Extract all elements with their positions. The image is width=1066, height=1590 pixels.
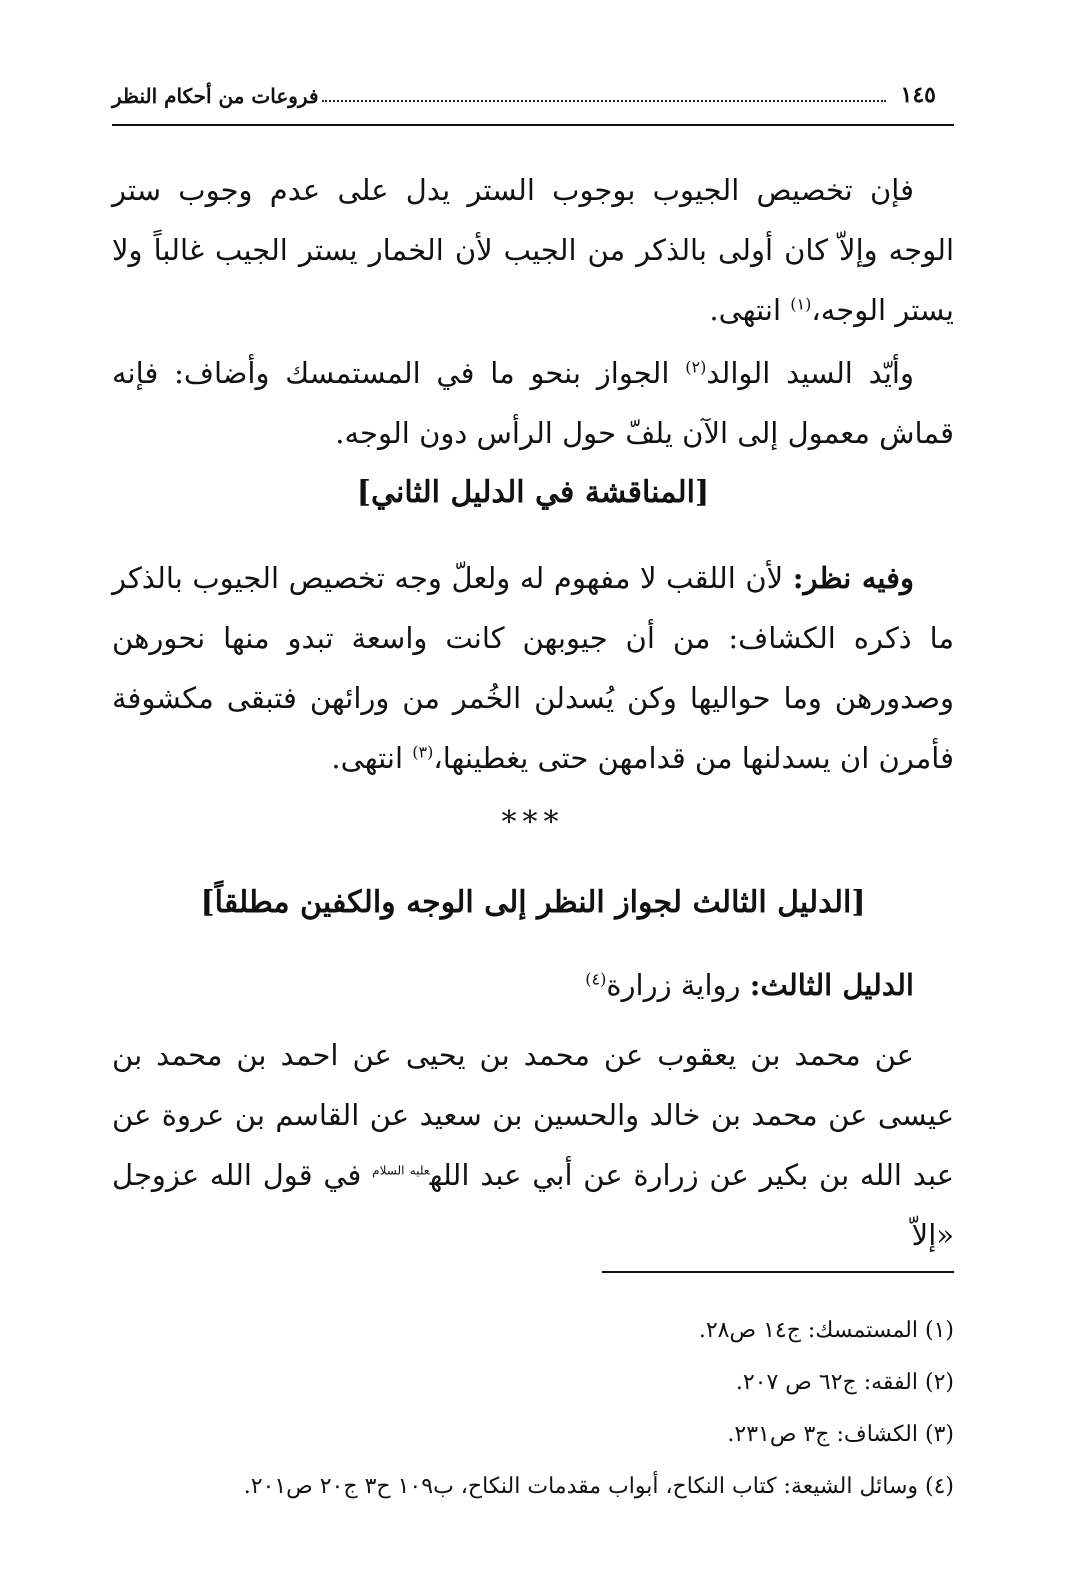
footnote-1: (١) المستمسك: ج١٤ ص٢٨.: [698, 1318, 954, 1343]
header-dot-leader: [322, 100, 886, 102]
header-rule: [112, 124, 954, 126]
paragraph-3-tail: انتهى.: [331, 741, 413, 775]
paragraph-2-text-a: وأيّد السيد الوالد: [706, 356, 914, 390]
paragraph-3-text: لأن اللقب لا مفهوم له ولعلّ وجه تخصيص الجيوب بالذكر ما ذكره الكشاف: من أن جيوبهن كانت واسعة تبدو منها نحورهن وصدورهن وما حواليها وكن يُسدلن الخُمر من ورائهن فتبقى مكشوفة فأمرن ان يسدلنها من قدامهن حتى يغطينها،: [112, 561, 954, 775]
page-number: ١٤٥: [900, 82, 936, 108]
footnotes: [112, 1305, 954, 1513]
paragraph-4-lead: الدليل الثالث:: [749, 968, 914, 1002]
paragraph-2-text-b: الجواز بنحو ما في المستمسك وأضاف: فإنه قماش معمول إلى الآن يلفّ حول الرأس دون الوجه.: [112, 356, 954, 450]
paragraph-2: [112, 343, 954, 463]
footnote-rule: [602, 1271, 954, 1273]
running-title: فروعات من أحكام النظر: [112, 84, 319, 108]
footnote-ref-4[interactable]: (٤): [585, 969, 607, 989]
footnote-3: (٣) الكشاف: ج٣ ص٢٣١.: [727, 1422, 954, 1447]
honorific-symbol: عليه السلام: [372, 1163, 430, 1178]
paragraph-3-lead: وفيه نظر:: [792, 561, 914, 595]
paragraph-5-text: عن محمد بن يعقوب عن محمد بن يحيى عن احمد بن محمد بن عيسى عن محمد بن خالد والحسين بن سعيد عن القاسم بن عروة عن عبد الله بن بكير عن زرارة عن أبي عبد الله: [112, 1038, 955, 1192]
section-separator: ***: [501, 805, 565, 840]
paragraph-1-text: فإن تخصيص الجيوب بوجوب الستر يدل على عدم وجوب ستر الوجه وإلاّ كان أولى بالذكر من الجيب لأن الخمار يستر الجيب غالباً ولا يستر الوجه،: [112, 173, 954, 327]
paragraph-5: [112, 1025, 954, 1265]
section-heading-third-evidence: [الدليل الثالث لجواز النظر إلى الوجه والكفين مطلقاً]: [200, 885, 866, 920]
footnote-ref-2[interactable]: (٢): [685, 357, 707, 377]
paragraph-1: [112, 160, 954, 340]
footnote-2: (٢) الفقه: ج٦٢ ص ٢٠٧.: [735, 1370, 954, 1395]
page-header: [112, 78, 954, 118]
paragraph-3: [112, 548, 954, 788]
paragraph-5-tail: في قول الله عزوجل «إلاّ: [112, 1158, 954, 1252]
paragraph-1-tail: انتهى.: [709, 293, 791, 327]
footnote-4: (٤) وسائل الشيعة: كتاب النكاح، أبواب مقدمات النكاح، ب١٠٩ ح٣ ج٢٠ ص٢٠١.: [243, 1474, 954, 1499]
paragraph-4-text: رواية زرارة: [606, 968, 750, 1002]
paragraph-4: [112, 955, 954, 1015]
section-heading-discussion: [المناقشة في الدليل الثاني]: [356, 475, 710, 510]
footnote-ref-3[interactable]: (٣): [412, 742, 434, 762]
footnote-ref-1[interactable]: (١): [790, 294, 812, 314]
